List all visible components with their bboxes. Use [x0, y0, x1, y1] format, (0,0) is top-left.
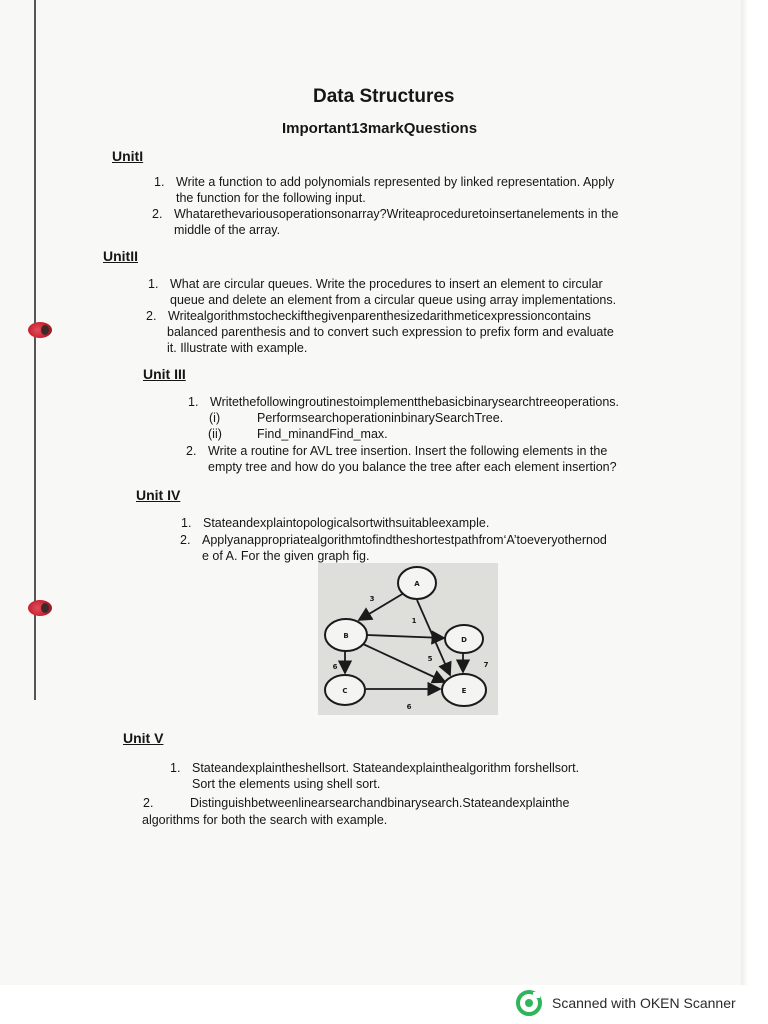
weight-b-c: 6 — [332, 663, 338, 671]
unit-3-q2-line2: empty tree and how do you balance the tree after each element insertion? — [208, 460, 617, 474]
page-edge-shadow — [741, 0, 748, 985]
unit-2-heading: UnitII — [103, 248, 138, 264]
margin-line — [34, 0, 36, 700]
weight-a-b: 3 — [369, 595, 375, 603]
unit-2-q2-line2: balanced parenthesis and to convert such expression to prefix form and evaluate — [167, 325, 614, 339]
node-e-label: E — [461, 687, 467, 695]
unit-2-q2-line3: it. Illustrate with example. — [167, 341, 308, 355]
unit-5-q1-line1: Stateandexplaintheshellsort. Stateandexplainthealgorithm forshellsort. — [192, 761, 580, 775]
unit-4-q2-line1: Applyanappropriatealgorithmtofindtheshortestpathfrom‘A’toeveryothernod — [202, 533, 607, 547]
scanner-logo-icon — [516, 990, 542, 1016]
page-title: Data Structures — [313, 86, 455, 107]
unit-1-q1-line1: Write a function to add polynomials represented by linked representation. Apply — [176, 175, 615, 189]
unit-1-q1-line2: the function for the following input. — [176, 191, 366, 205]
node-a-label: A — [414, 580, 420, 588]
unit-4-heading: Unit IV — [136, 487, 181, 503]
unit-4-q1-line1: Stateandexplaintopologicalsortwithsuitableexample. — [203, 516, 490, 530]
unit-2-q1-line2: queue and delete an element from a circular queue using array implementations. — [170, 293, 617, 307]
unit-4-q2-number: 2. — [180, 533, 191, 547]
unit-4-q1-number: 1. — [181, 516, 192, 530]
unit-5-q2-line1: Distinguishbetweenlinearsearchandbinarysearch.Stateandexplainthe — [190, 796, 570, 810]
unit-4-q2-line2: e of A. For the given graph fig. — [202, 549, 370, 563]
weight-d-e: 7 — [483, 661, 489, 669]
unit-1-q2-line1: Whatarethevariousoperationsonarray?Writeaproceduretoinsertanelements in the — [174, 207, 619, 221]
binder-tab-bottom — [28, 600, 52, 616]
unit-3-q1-sub2: Find_minandFind_max. — [257, 427, 388, 441]
weight-a-e: 1 — [411, 617, 417, 625]
unit-3-q1-sub2-number: (ii) — [208, 427, 222, 441]
unit-5-heading: Unit V — [123, 730, 164, 746]
unit-3-q1-line1: Writethefollowingroutinestoimplementthebasicbinarysearchtreeoperations. — [210, 395, 620, 409]
scanner-watermark-text: Scanned with OKEN Scanner — [552, 995, 736, 1011]
edge-b-e — [363, 644, 445, 682]
unit-3-q1-sub1: PerformsearchoperationinbinarySearchTree. — [257, 411, 504, 425]
unit-5-q1-number: 1. — [170, 761, 181, 775]
unit-3-q2-line1: Write a routine for AVL tree insertion. Insert the following elements in the — [208, 444, 608, 458]
unit-2-q1-line1: What are circular queues. Write the procedures to insert an element to circular — [170, 277, 603, 291]
weight-c-e: 6 — [406, 703, 412, 711]
unit-3-heading: Unit III — [143, 366, 186, 382]
unit-5-q2-line2: algorithms for both the search with example. — [142, 813, 388, 827]
unit-3-q1-number: 1. — [188, 395, 199, 409]
unit-2-q2-line1: Writealgorithmstocheckifthegivenparenthesizedarithmeticexpressioncontains — [168, 309, 591, 323]
unit-3-q1-sub1-number: (i) — [209, 411, 221, 425]
unit-2-q1-number: 1. — [148, 277, 159, 291]
unit-1-heading: UnitI — [112, 148, 144, 164]
unit-1-q2-line2: middle of the array. — [174, 223, 281, 237]
node-b-label: B — [343, 632, 349, 640]
binder-tab-top — [28, 322, 52, 338]
unit-2-q2-number: 2. — [146, 309, 157, 323]
unit-1-q2-number: 2. — [152, 207, 163, 221]
unit-5-q2-number: 2. — [143, 796, 154, 810]
edge-a-b — [359, 593, 404, 620]
unit-1-q1-number: 1. — [154, 175, 165, 189]
weight-b-e: 5 — [427, 655, 433, 663]
page-subtitle: Important13markQuestions — [282, 120, 478, 137]
scanner-watermark — [516, 990, 736, 1016]
node-d-label: D — [461, 636, 467, 644]
node-c-label: C — [342, 687, 348, 695]
unit-5-q1-line2: Sort the elements using shell sort. — [192, 777, 381, 791]
graph-figure — [318, 563, 498, 715]
unit-3-q2-number: 2. — [186, 444, 197, 458]
